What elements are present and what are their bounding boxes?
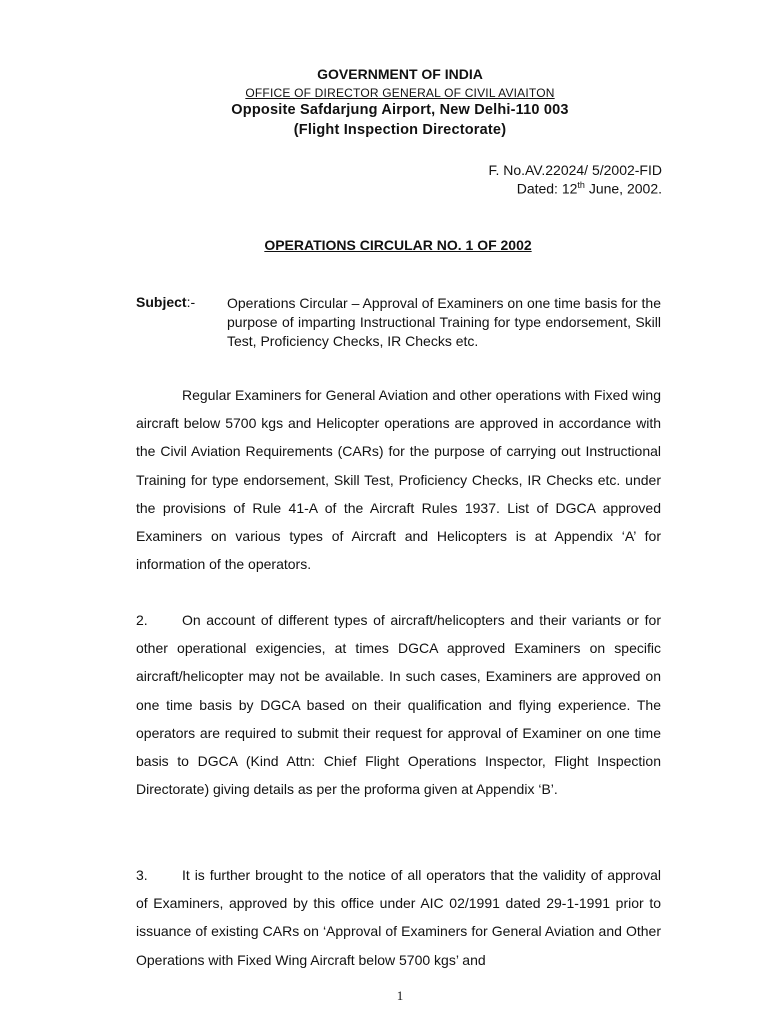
paragraph-3-text: It is further brought to the notice of all operators that the validity of approval of Examiners, approved by this office under AIC 02/1991 dated 29-1-1991 prior to issuance of existing CARs on ‘Approval of Examiners for General Aviation and Other Operations with Fixed Wing Aircraft below 5700 kgs’ and — [136, 867, 661, 968]
circular-title: OPERATIONS CIRCULAR NO. 1 OF 2002 — [264, 237, 532, 253]
office-address: Opposite Safdarjung Airport, New Delhi-110 003 — [231, 102, 569, 118]
subject-label — [136, 294, 195, 310]
date-suffix: June, 2002. — [584, 180, 662, 197]
document-date — [517, 180, 662, 197]
subject-text: Operations Circular – Approval of Examiners on one time basis for the purpose of imparting Instructional Training for type endorsement, Skill Test, Proficiency Checks, IR Checks etc. — [227, 295, 661, 349]
office-heading: OFFICE OF DIRECTOR GENERAL OF CIVIL AVIAITON — [245, 86, 555, 100]
file-number: F. No.AV.22024/ 5/2002-FID — [488, 162, 662, 178]
directorate-name: (Flight Inspection Directorate) — [293, 122, 507, 138]
paragraph-2 — [136, 606, 661, 803]
paragraph-2-text: On account of different types of aircraft/helicopters and their variants or for other operational exigencies, at times DGCA approved Examiners on specific aircraft/helicopter may not be available. In such cases, Examiners are approved on one time basis by DGCA based on their qualification and flying experience. The operators are required to submit their request for approval of Examiner on one time basis to DGCA (Kind Attn: Chief Flight Operations Inspector, Flight Inspection Directorate) giving details as per the proforma given at Appendix ‘B’. — [136, 612, 661, 798]
subject-label-text: Subject — [136, 294, 187, 310]
paragraph-1-text: Regular Examiners for General Aviation and other operations with Fixed wing aircraft below 5700 kgs and Helicopter operations are approved in accordance with the Civil Aviation Requirements (CARs) for the purpose of carrying out Instructional Training for type endorsement, Skill Test, Proficiency Checks, IR Checks etc. under the provisions of Rule 41-A of the Aircraft Rules 1937. List of DGCA approved Examiners on various types of Aircraft and Helicopters is at Appendix ‘A’ for information of the operators. — [136, 387, 661, 573]
date-ordinal-suffix: th — [577, 180, 585, 190]
paragraph-2-number: 2. — [136, 612, 148, 628]
paragraph-3-number: 3. — [136, 867, 148, 883]
page-number: 1 — [396, 988, 404, 1003]
paragraph-3 — [136, 861, 661, 974]
date-prefix: Dated: 12 — [516, 180, 578, 197]
government-heading: GOVERNMENT OF INDIA — [317, 66, 483, 82]
subject-separator: :- — [186, 294, 196, 310]
paragraph-1 — [136, 381, 661, 578]
